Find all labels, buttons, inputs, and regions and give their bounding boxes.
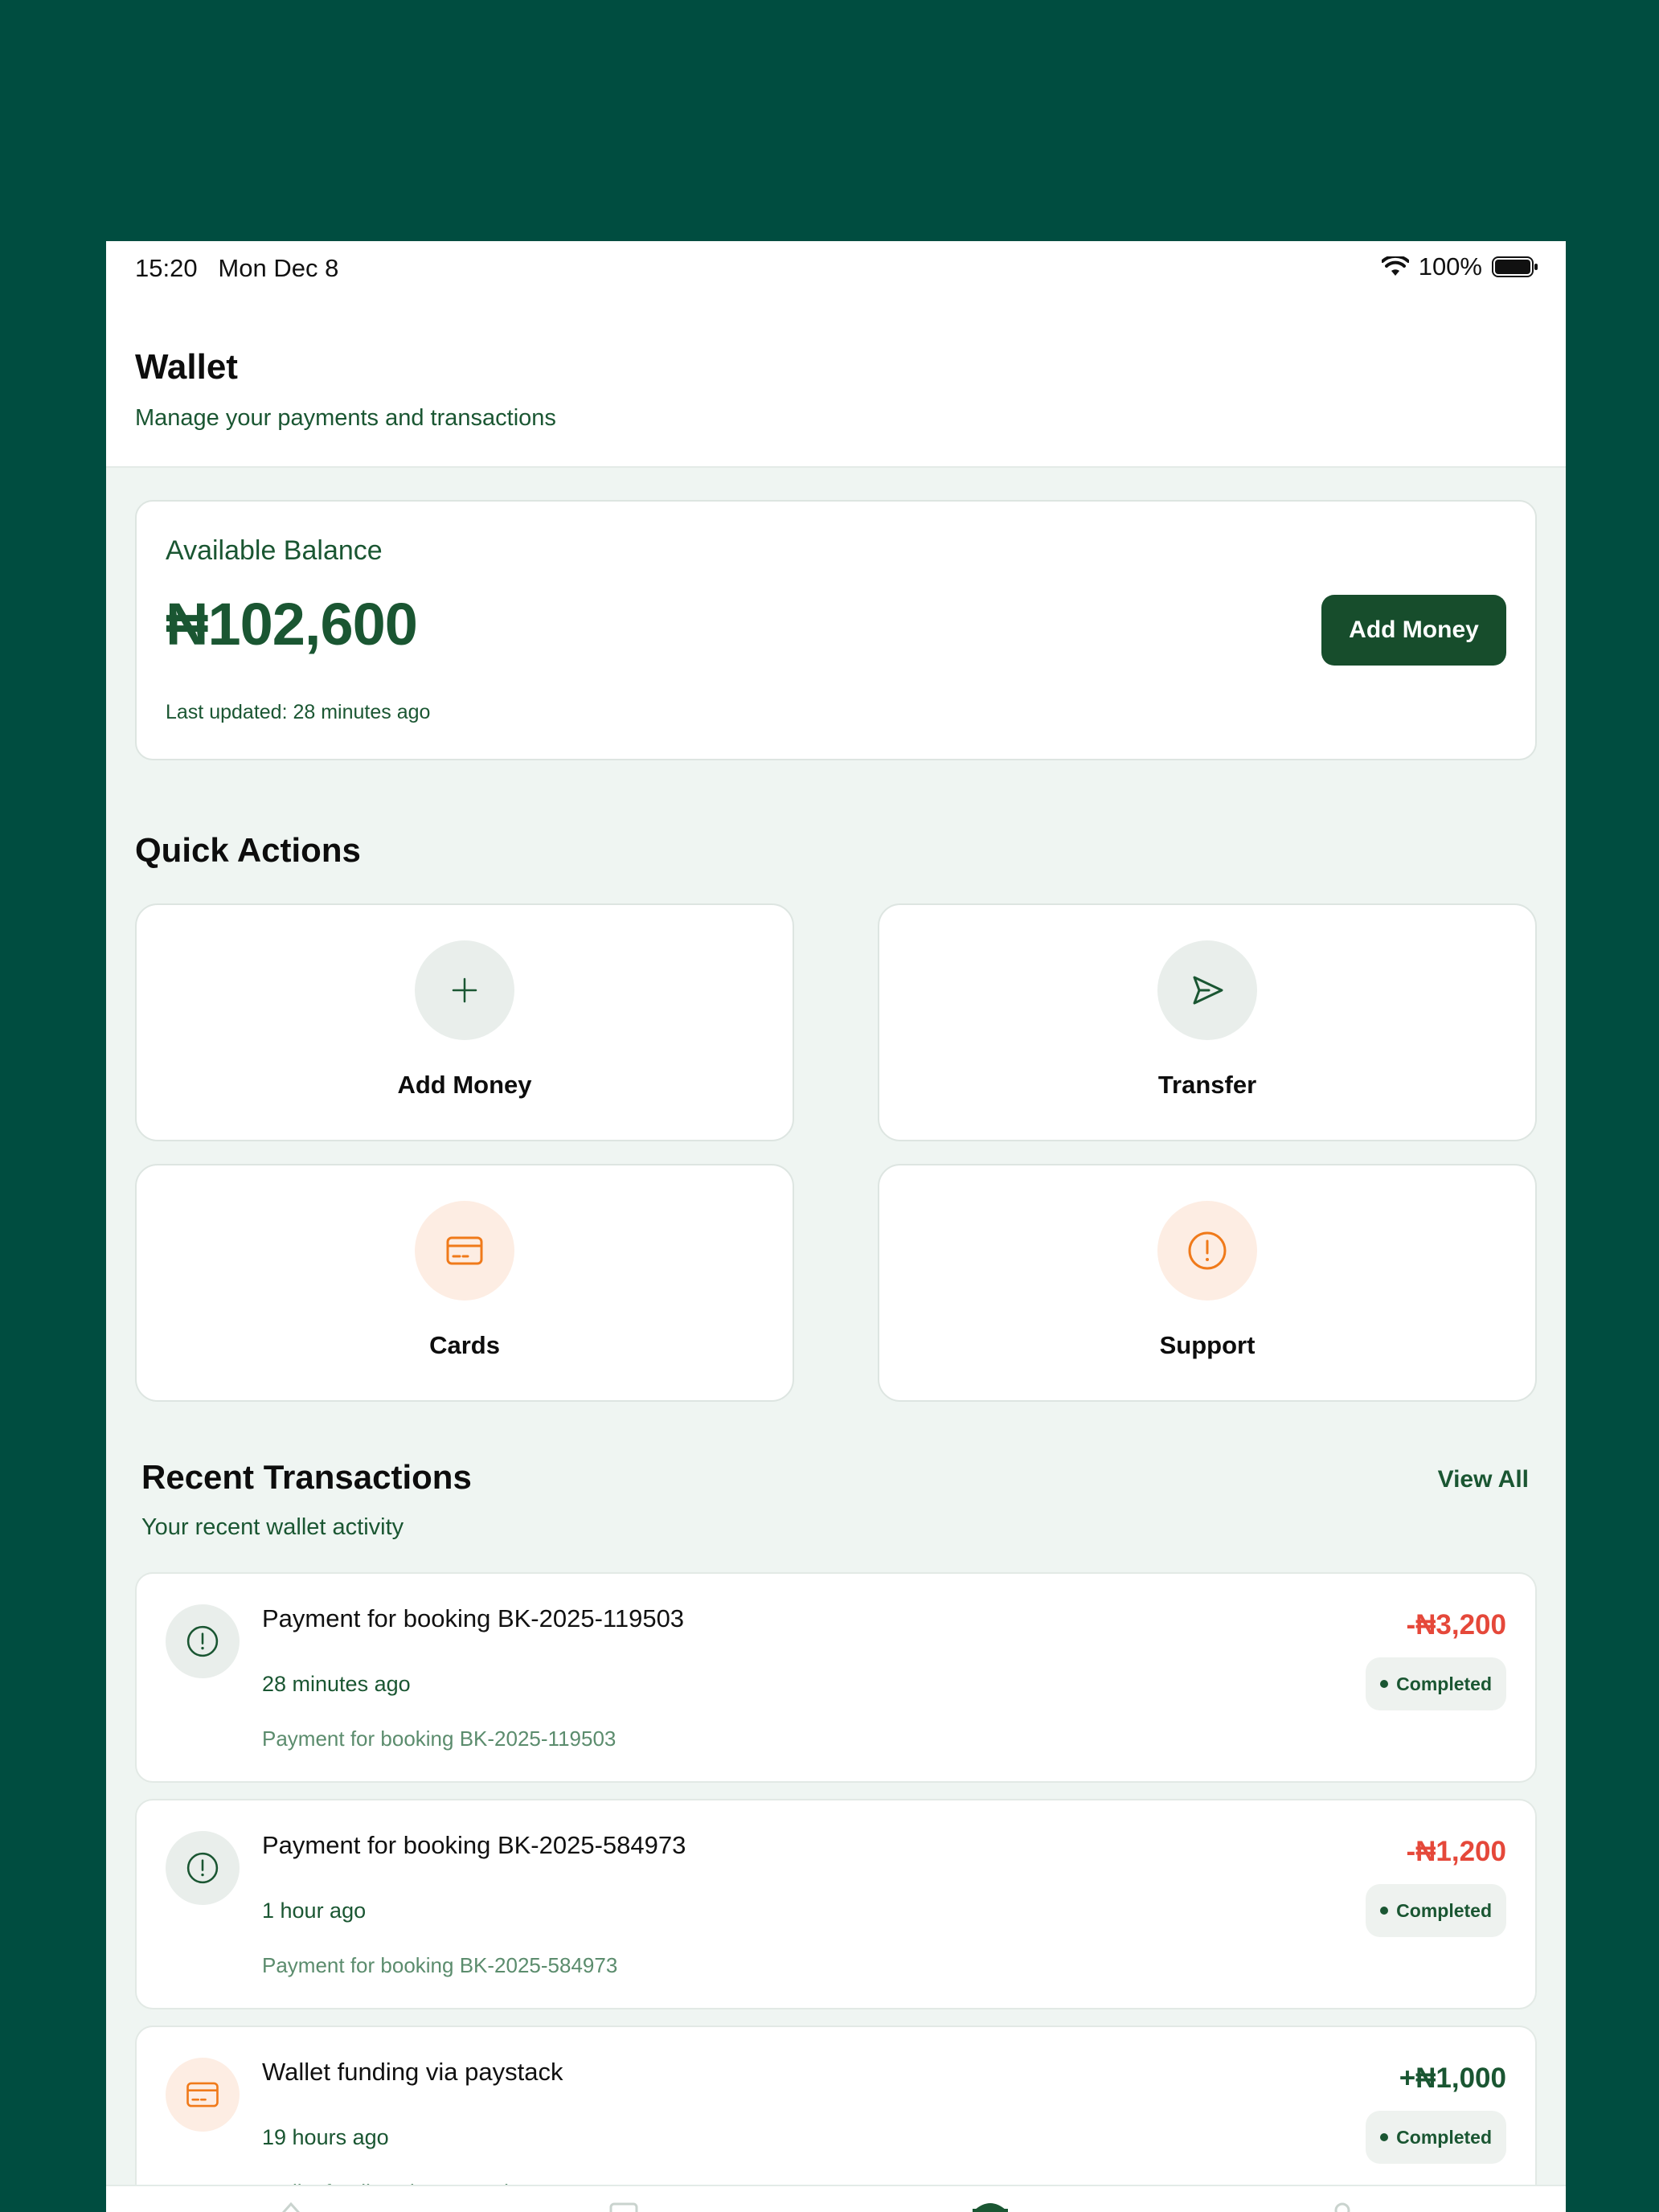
home-icon — [273, 2198, 309, 2212]
profile-icon — [1326, 2198, 1358, 2212]
status-text: Completed — [1396, 1899, 1492, 1921]
tab-wallet[interactable] — [969, 2198, 1011, 2212]
calendar-icon — [606, 2198, 641, 2212]
transaction-amount: -₦3,200 — [1406, 1609, 1506, 1641]
status-badge — [1366, 1884, 1506, 1937]
transaction-description: Payment for booking BK-2025-119503 — [262, 1727, 616, 1751]
balance-amount: ₦102,600 — [166, 591, 417, 657]
tab-home[interactable] — [273, 2198, 309, 2212]
status-clock: 15:20 — [135, 254, 198, 282]
status-dot — [1380, 2133, 1388, 2141]
status-time — [135, 254, 338, 283]
transaction-time: 28 minutes ago — [262, 1672, 411, 1696]
status-badge — [1366, 1657, 1506, 1710]
send-icon — [1188, 971, 1227, 1010]
status-right — [1382, 252, 1538, 281]
alert-circle-icon — [1186, 1229, 1229, 1272]
balance-updated: Last updated: 28 minutes ago — [166, 701, 431, 723]
transfer-icon-circle — [1157, 940, 1257, 1040]
wifi-icon — [1382, 256, 1409, 277]
quick-action-label: Cards — [429, 1331, 500, 1359]
status-dot — [1380, 1680, 1388, 1688]
transaction-amount: -₦1,200 — [1406, 1836, 1506, 1867]
transaction-time: 1 hour ago — [262, 1899, 367, 1923]
recent-transactions-subtitle: Your recent wallet activity — [141, 1514, 404, 1540]
tab-profile[interactable] — [1326, 2198, 1358, 2212]
page-title: Wallet — [135, 347, 238, 387]
quick-action-label: Support — [1159, 1331, 1256, 1359]
transaction-title: Payment for booking BK-2025-119503 — [262, 1604, 685, 1632]
quick-action-support[interactable] — [878, 1164, 1537, 1402]
status-bar — [106, 241, 1566, 299]
status-dot — [1380, 1907, 1388, 1915]
transaction-amount: +₦1,000 — [1399, 2062, 1506, 2094]
transaction-icon-circle — [166, 1831, 240, 1905]
tab-bookings[interactable] — [606, 2198, 641, 2212]
wallet-icon — [969, 2198, 1011, 2212]
page-subtitle: Manage your payments and transactions — [135, 405, 556, 431]
add-money-button[interactable]: Add Money — [1321, 595, 1506, 666]
balance-label: Available Balance — [166, 535, 383, 566]
transaction-row[interactable] — [135, 1799, 1537, 2009]
status-badge — [1366, 2111, 1506, 2164]
page-header — [106, 299, 1566, 468]
cards-icon-circle — [415, 1201, 514, 1301]
card-icon — [444, 1231, 485, 1271]
recent-transactions-title: Recent Transactions — [141, 1458, 472, 1496]
plus-icon — [449, 974, 481, 1006]
status-text: Completed — [1396, 2126, 1492, 2148]
alert-circle-icon — [184, 1623, 221, 1660]
transaction-icon-circle — [166, 2058, 240, 2132]
quick-action-cards[interactable] — [135, 1164, 794, 1402]
tab-bar — [106, 2185, 1566, 2212]
transaction-time: 19 hours ago — [262, 2125, 389, 2149]
alert-circle-icon — [184, 1849, 221, 1886]
quick-action-add-money[interactable] — [135, 903, 794, 1141]
balance-card — [135, 500, 1537, 760]
battery-icon — [1492, 256, 1538, 278]
device-screen — [106, 241, 1566, 2212]
status-date: Mon Dec 8 — [218, 254, 339, 282]
quick-actions-title: Quick Actions — [135, 831, 361, 869]
battery-percent: 100% — [1418, 252, 1482, 281]
status-text: Completed — [1396, 1673, 1492, 1694]
view-all-link[interactable]: View All — [1437, 1466, 1529, 1493]
transaction-title: Wallet funding via paystack — [262, 2058, 563, 2086]
transaction-title: Payment for booking BK-2025-584973 — [262, 1831, 686, 1859]
quick-action-label: Transfer — [1157, 1071, 1257, 1099]
card-icon — [185, 2077, 220, 2112]
add-money-icon-circle — [415, 940, 514, 1040]
transaction-description: Payment for booking BK-2025-584973 — [262, 1953, 618, 1977]
transaction-icon-circle — [166, 1604, 240, 1678]
support-icon-circle — [1157, 1201, 1257, 1301]
quick-action-transfer[interactable] — [878, 903, 1537, 1141]
transaction-row[interactable] — [135, 1572, 1537, 1783]
quick-action-label: Add Money — [397, 1071, 532, 1099]
